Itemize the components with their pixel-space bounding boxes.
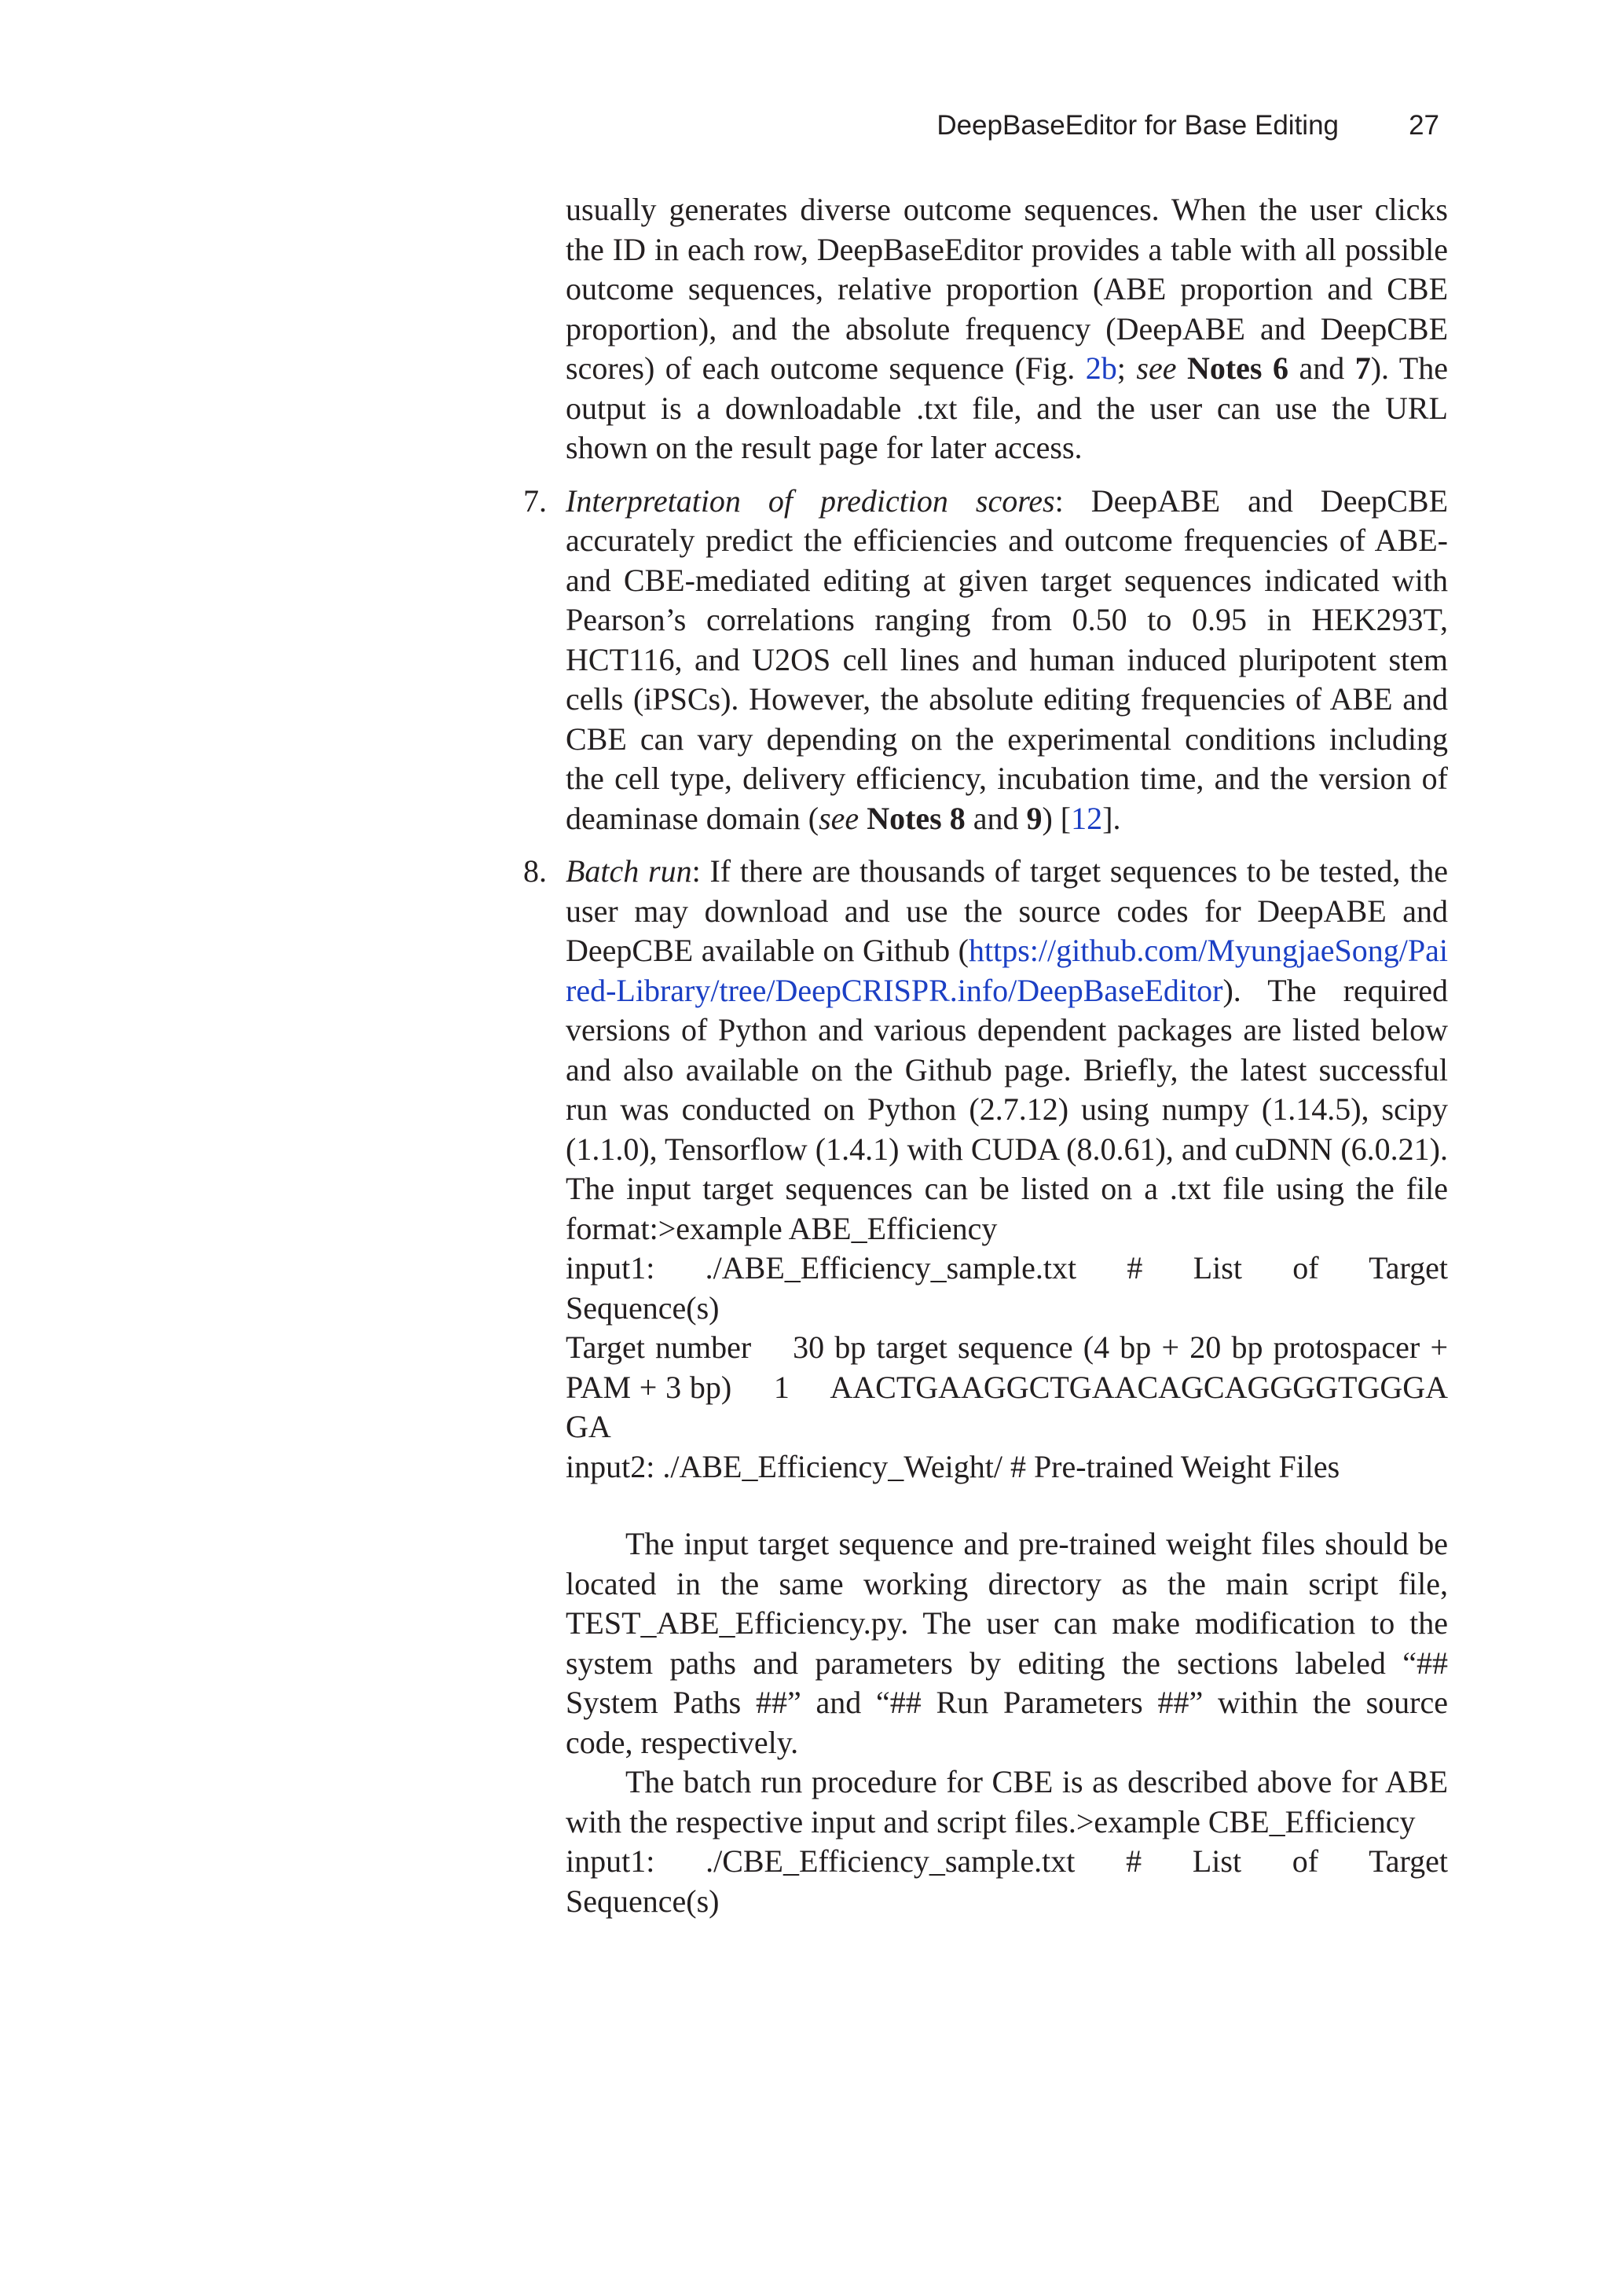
see-italic: see: [819, 800, 859, 836]
citation-link[interactable]: 12: [1071, 800, 1103, 836]
text-run: and: [965, 800, 1027, 836]
code-text: Target number: [566, 1330, 752, 1365]
code-comment: # List of Target: [1126, 1843, 1449, 1879]
item-number: 8.: [523, 853, 547, 889]
notes-reference: Notes 8: [867, 800, 966, 836]
running-title: DeepBaseEditor for Base Editing: [936, 110, 1339, 141]
spacer: [566, 1487, 1448, 1524]
list-item-7: [523, 482, 1448, 839]
text-run: and: [1288, 350, 1355, 386]
item-8-paragraph-2: The input target sequence and pre-trained weight files should be located in the same working directory as the main script file, TEST_ABE_Efficiency.py. The user can make modification to the system paths and parameters by editing the sections labeled “## System Paths ##” and “## Run Parameters ##” within the source code, respectively.: [566, 1526, 1448, 1760]
item-8-paragraph-3: The batch run procedure for CBE is as described above for ABE with the respective input and script files.>example CBE_Efficiency: [566, 1764, 1448, 1839]
code-line-input1: [566, 1249, 1448, 1289]
code-text: input1: ./CBE_Efficiency_sample.txt: [566, 1843, 1076, 1879]
continued-paragraph: [566, 190, 1448, 468]
text-run: ). The required versions of Python and various dependent packages are listed below and also available on the Github page. Briefly, the latest successful run was conducted on Python (2.7.12) using numpy (1.14.5), scipy (1.1.0), Tensorflow (1.4.1) with CUDA (8.0.61), and cuDNN (6.0.21). The input target sequences can be listed on a .txt file using the file format:>example ABE_Efficiency: [566, 972, 1448, 1246]
item-8-paragraph: [566, 852, 1448, 1249]
code-line-input2: input2: ./ABE_Efficiency_Weight/ # Pre-trained Weight Files: [566, 1448, 1340, 1484]
page-number: 27: [1409, 110, 1439, 141]
notes-reference: 9: [1026, 800, 1043, 836]
list-item-8: [523, 852, 1449, 1921]
notes-reference: 7: [1354, 350, 1371, 386]
item-heading: Batch run: [566, 853, 692, 889]
text-run: : DeepABE and DeepCBE accurately predict the efficiencies and outcome frequencies of ABE- and CBE-mediated editing at given target sequences indicated with Pearson’s correlations ranging from 0.50 to 0.95 in HEK293T, HCT116, and U2OS cell lines and human induced pluripotent stem cells (iPSCs). However, the absolute editing frequencies of ABE and CBE can vary depending on the experimental conditions including the cell type, delivery efficiency, incubation time, and the version of deaminase domain (: [566, 482, 1448, 836]
body-text: [523, 190, 1449, 1921]
code-text: 30 bp target sequence (4 bp + 20 bp protospacer + PAM + 3 bp): [566, 1330, 1449, 1405]
code-text: input1: ./ABE_Efficiency_sample.txt: [566, 1250, 1077, 1286]
text-run: usually generates diverse outcome sequences. When the user clicks the ID in each row, DeepBaseEditor provides a table with all possible outcome sequences, relative proportion (ABE proportion and CBE proportion), and the absolute frequency (DeepABE and DeepCBE scores) of each outcome sequence (Fig.: [566, 192, 1448, 386]
text-run: ) [: [1042, 800, 1072, 836]
see-italic: see: [1136, 350, 1177, 386]
code-line-target: [566, 1328, 1448, 1447]
text-run: ].: [1102, 800, 1121, 836]
code-comment: # List of Target: [1127, 1250, 1448, 1286]
code-line-input1-cont: Sequence(s): [566, 1289, 720, 1326]
code-line-cbe-input1: [566, 1842, 1448, 1882]
code-line-cbe-input1-cont: Sequence(s): [566, 1883, 720, 1919]
github-url-link[interactable]: https://github.com/MyungjaeSong/Paired-Library/tree/DeepCRISPR.info/DeepBaseEditor: [566, 933, 1448, 1008]
text-run: ;: [1116, 350, 1137, 386]
notes-reference: Notes 6: [1186, 350, 1288, 386]
code-sequence: AACTGAAGGCTGAACAGCAGGGGTGGGAGA: [566, 1369, 1449, 1444]
text-run: [859, 801, 867, 836]
item-number: 7.: [523, 482, 547, 519]
code-text: 1: [773, 1369, 790, 1405]
text-run: : If there are thousands of target sequences to be tested, the user may download and use the source codes for DeepABE and DeepCBE available on Github (: [566, 853, 1449, 968]
item-7-paragraph: [566, 482, 1448, 839]
text-run: ). The output is a downloadable .txt file, and the user can use the URL shown on the result page for later access.: [566, 350, 1448, 465]
item-heading: Interpretation of prediction scores: [566, 482, 1055, 519]
text-run: [1176, 350, 1187, 386]
figure-reference-link[interactable]: 2b: [1085, 350, 1117, 386]
